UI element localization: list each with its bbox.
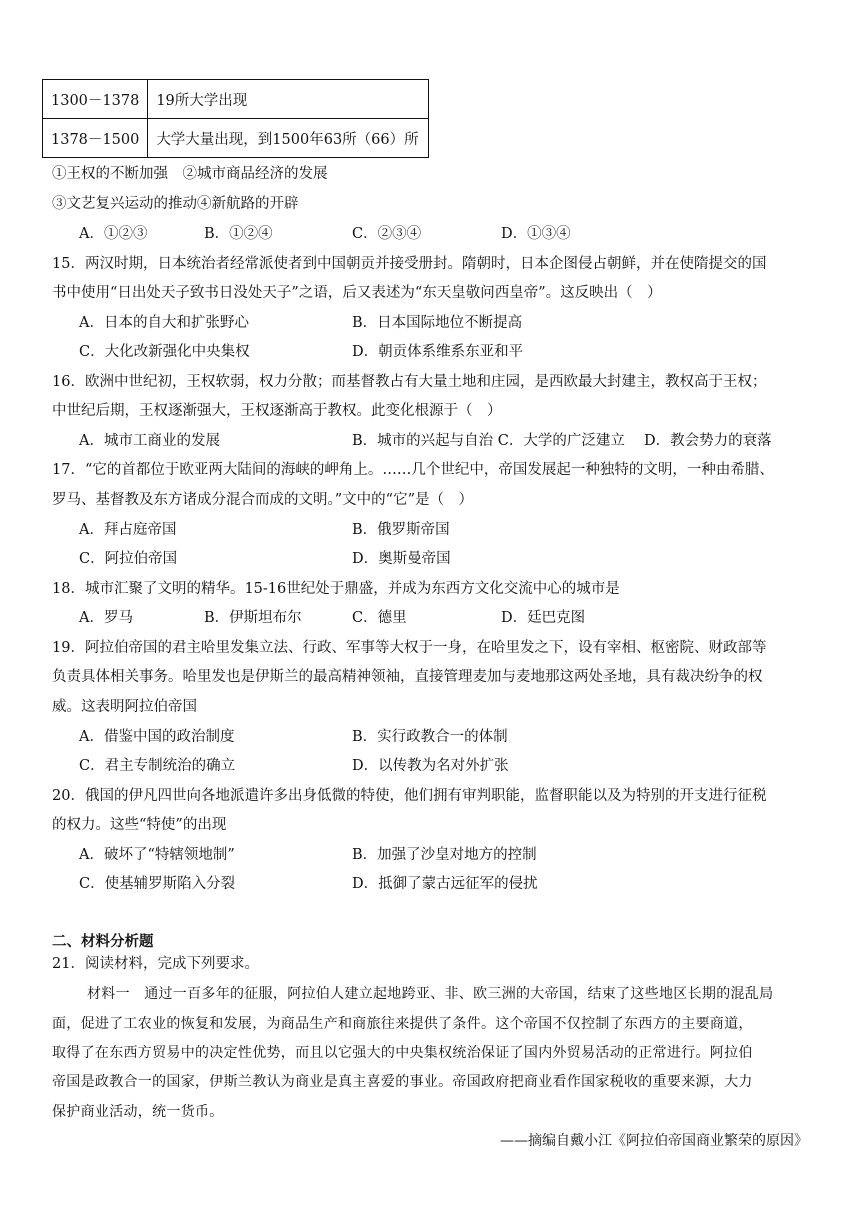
q15-option-a[interactable]: A．日本的自大和扩张野心: [79, 315, 249, 331]
q14-option-c[interactable]: C．②③④: [352, 226, 422, 242]
q16-option-a[interactable]: A．城市工商业的发展: [79, 433, 220, 449]
q15-stem-line-1: 15．两汉时期，日本统治者经常派使者到中国朝贡并接受册封。隋朝时，日本企图侵占朝鲜，并在使隋提交的国: [52, 256, 767, 272]
table-row: [43, 80, 429, 119]
table-cell-event: 大学大量出现，到1500年63所（66）所: [148, 119, 429, 158]
section-heading: 二、材料分析题: [52, 933, 154, 950]
table-row: [43, 119, 429, 158]
material-line-5: 保护商业活动，统一货币。: [52, 1104, 224, 1120]
table-cell-period: 1378－1500: [43, 119, 148, 158]
q20-stem-line-2: 的权力。这些“特使”的出现: [52, 817, 227, 833]
q20-option-d[interactable]: D．抵御了蒙古远征军的侵扰: [352, 876, 538, 892]
q14-option-a[interactable]: A．①②③: [79, 226, 148, 242]
q19-option-a[interactable]: A．借鉴中国的政治制度: [79, 729, 235, 745]
q14-option-b[interactable]: B．①②④: [204, 226, 273, 242]
q16-stem-line-1: 16．欧洲中世纪初，王权软弱，权力分散；而基督教占有大量土地和庄园，是西欧最大封建主，教权高于王权；: [52, 374, 767, 390]
q17-stem-line-2: 罗马、基督教及东方诸成分混合而成的文明。”文中的“它”是（ ）: [52, 492, 473, 508]
material-line-4: 帝国是政教合一的国家，伊斯兰教认为商业是真主喜爱的事业。帝国政府把商业看作国家税收的重要来源，大力: [52, 1074, 753, 1090]
q20-option-a[interactable]: A．破坏了“特辖领地制”: [79, 847, 235, 863]
q17-option-b[interactable]: B．俄罗斯帝国: [352, 522, 450, 538]
q15-option-d[interactable]: D．朝贡体系维系东亚和平: [352, 344, 524, 360]
q19-stem-line-3: 威。这表明阿拉伯帝国: [52, 699, 197, 715]
q15-stem-line-2: 书中使用“日出处天子致书日没处天子”之语，后又表述为“东天皇敬问西皇帝”。这反映出（ ）: [52, 285, 662, 301]
q14-items-line-1: ①王权的不断加强 ②城市商品经济的发展: [52, 166, 328, 182]
q20-option-b[interactable]: B．加强了沙皇对地方的控制: [352, 847, 537, 863]
q16-options-bcd[interactable]: B．城市的兴起与自治 C．大学的广泛建立 D．教会势力的衰落: [352, 433, 772, 449]
material-line-1: 材料一 通过一百多年的征服，阿拉伯人建立起地跨亚、非、欧三洲的大帝国，结束了这些地区长期的混乱局: [87, 986, 774, 1002]
table-cell-period: 1300－1378: [43, 80, 148, 119]
q17-option-c[interactable]: C．阿拉伯帝国: [79, 551, 178, 567]
q20-option-c[interactable]: C．使基辅罗斯陷入分裂: [79, 876, 236, 892]
q18-option-a[interactable]: A．罗马: [79, 610, 133, 626]
q19-stem-line-1: 19．阿拉伯帝国的君主哈里发集立法、行政、军事等大权于一身，在哈里发之下，设有宰相、枢密院、财政部等: [52, 640, 767, 656]
q16-stem-line-2: 中世纪后期，王权逐渐强大，王权逐渐高于教权。此变化根源于（ ）: [52, 403, 502, 419]
q21-stem: 21．阅读材料，完成下列要求。: [52, 956, 259, 972]
q14-option-d[interactable]: D．①③④: [501, 226, 571, 242]
q17-stem-line-1: 17．“它的首都位于欧亚两大陆间的海峡的岬角上。……几个世纪中，帝国发展起一种独特的文明，一种由希腊、: [52, 462, 774, 478]
q19-option-d[interactable]: D．以传教为名对外扩张: [352, 758, 509, 774]
q15-option-b[interactable]: B．日本国际地位不断提高: [352, 315, 523, 331]
q18-option-b[interactable]: B．伊斯坦布尔: [204, 610, 302, 626]
q18-stem: 18．城市汇聚了文明的精华。15-16世纪处于鼎盛，并成为东西方文化交流中心的城市是: [52, 581, 620, 597]
material-source: ——摘编自戴小江《阿拉伯帝国商业繁荣的原因》: [500, 1133, 808, 1149]
q18-option-d[interactable]: D．廷巴克图: [501, 610, 586, 626]
material-line-3: 取得了在东西方贸易中的决定性优势，而且以它强大的中央集权统治保证了国内外贸易活动的正常进行。阿拉伯: [52, 1045, 753, 1061]
q17-option-d[interactable]: D．奥斯曼帝国: [352, 551, 451, 567]
university-table: [42, 79, 429, 158]
q15-option-c[interactable]: C．大化改新强化中央集权: [79, 344, 250, 360]
q18-option-c[interactable]: C．德里: [352, 610, 407, 626]
q14-items-line-2: ③文艺复兴运动的推动④新航路的开辟: [52, 196, 299, 212]
table-cell-event: 19所大学出现: [148, 80, 429, 119]
q20-stem-line-1: 20．俄国的伊凡四世向各地派遣许多出身低微的特使，他们拥有审判职能，监督职能以及为特别的开支进行征税: [52, 788, 767, 804]
q19-option-c[interactable]: C．君主专制统治的确立: [79, 758, 236, 774]
q17-option-a[interactable]: A．拜占庭帝国: [79, 522, 177, 538]
q19-option-b[interactable]: B．实行政教合一的体制: [352, 729, 508, 745]
q19-stem-line-2: 负责具体相关事务。哈里发也是伊斯兰的最高精神领袖，直接管理麦加与麦地那这两处圣地，具有裁决纷争的权: [52, 669, 763, 685]
material-line-2: 面，促进了工农业的恢复和发展，为商品生产和商旅往来提供了条件。这个帝国不仅控制了东西方的主要商道，: [52, 1016, 753, 1032]
